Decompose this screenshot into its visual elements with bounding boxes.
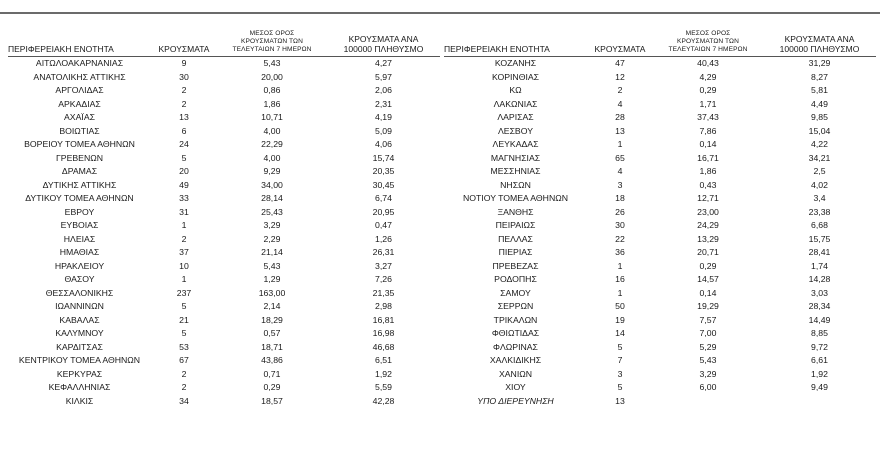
avg7-cell: 0,29: [263, 382, 281, 392]
cases-cell: 7: [617, 355, 623, 365]
table-row: [444, 179, 876, 193]
avg7-cell: 1,86: [263, 98, 281, 109]
table-row: [444, 381, 876, 395]
table-row: [444, 152, 876, 166]
per100k-cell: 23,38: [808, 206, 831, 217]
per100k-cell: 6,61: [811, 355, 828, 365]
per100k-cell: 5,81: [811, 85, 828, 95]
table-row: [8, 57, 440, 71]
table-row: [444, 233, 876, 247]
cases-cell: 18: [615, 193, 625, 203]
cases-cell: 49: [179, 179, 189, 190]
table-row: [8, 84, 440, 98]
header-avg7: [653, 30, 763, 57]
header-avg7-line1: ΜΕΣΟΣ ΟΡΟΣ: [249, 30, 295, 37]
table-row: [8, 125, 440, 139]
avg7-cell: 7,00: [699, 328, 717, 338]
per100k-cell: 15,74: [372, 152, 395, 163]
region-cell: ΓΡΕΒΕΝΩΝ: [55, 152, 103, 163]
region-cell: ΔΥΤΙΚΗΣ ΑΤΤΙΚΗΣ: [42, 179, 117, 190]
header-avg7: [217, 30, 327, 57]
avg7-cell: 5,43: [699, 355, 717, 365]
cases-cell: 1: [617, 260, 623, 271]
avg7-cell: 5,29: [699, 341, 717, 352]
avg7-cell: 19,29: [697, 301, 719, 311]
cases-cell: 33: [179, 193, 189, 203]
header-avg7-line3: ΤΕΛΕΥΤΑΙΩΝ 7 ΗΜΕΡΩΝ: [668, 46, 748, 53]
avg7-cell: [653, 395, 763, 409]
per100k-cell: 42,28: [372, 395, 395, 406]
avg7-cell: 18,71: [261, 341, 283, 352]
region-cell: ΡΟΔΟΠΗΣ: [494, 274, 537, 284]
per100k-cell: 16,98: [372, 328, 395, 338]
avg7-cell: 5,43: [263, 260, 281, 271]
table-row: [444, 395, 876, 409]
header-region: ΠΕΡΙΦΕΡΕΙΑΚΗ ΕΝΟΤΗΤΑ: [444, 30, 587, 57]
table-row: [444, 98, 876, 112]
region-cell: ΗΡΑΚΛΕΙΟΥ: [54, 260, 105, 271]
avg7-cell: 4,00: [263, 152, 281, 163]
table-row: [8, 381, 440, 395]
per100k-cell: 20,35: [372, 166, 395, 176]
cases-cell: 13: [179, 112, 189, 122]
table-row: [444, 368, 876, 382]
header-per100k: [763, 30, 876, 57]
table-row: [8, 314, 440, 328]
avg7-cell: 34,00: [261, 179, 283, 190]
table-row: [444, 341, 876, 355]
region-cell: ΘΕΣΣΑΛΟΝΙΚΗΣ: [45, 287, 114, 298]
avg7-cell: 18,29: [261, 314, 283, 325]
cases-cell: 10: [179, 260, 189, 271]
cases-cell: 21: [179, 314, 189, 325]
cases-cell: 13: [615, 395, 625, 406]
cases-cell: 6: [181, 125, 187, 136]
avg7-cell: 16,71: [697, 152, 719, 163]
region-cell: ΛΑΡΙΣΑΣ: [497, 112, 534, 122]
region-cell: ΜΑΓΝΗΣΙΑΣ: [490, 152, 541, 163]
region-cell: ΛΑΚΩΝΙΑΣ: [493, 98, 538, 109]
header-avg7-line1: ΜΕΣΟΣ ΟΡΟΣ: [685, 30, 731, 37]
region-cell: ΚΕΡΚΥΡΑΣ: [56, 368, 103, 379]
avg7-cell: 0,43: [699, 179, 717, 190]
per100k-cell: 8,27: [811, 71, 828, 82]
table-row: [8, 138, 440, 152]
avg7-cell: 43,86: [261, 355, 283, 365]
region-cell: ΑΡΓΟΛΙΔΑΣ: [55, 85, 104, 95]
avg7-cell: 18,57: [261, 395, 283, 406]
table-row: [8, 219, 440, 233]
region-cell: ΚΕΦΑΛΛΗΝΙΑΣ: [48, 382, 111, 392]
avg7-cell: 40,43: [697, 58, 719, 68]
avg7-cell: 0,86: [263, 85, 281, 95]
table-row: [8, 233, 440, 247]
header-per100k: [327, 30, 440, 57]
per100k-cell: 2,5: [813, 166, 826, 176]
per100k-cell: 26,31: [372, 247, 395, 257]
avg7-cell: 13,29: [697, 233, 719, 244]
per100k-cell: 28,41: [808, 247, 831, 257]
table-row: [444, 327, 876, 341]
header-per100k-line2: 100000 ΠΛΗΘΥΣΜΟ: [779, 44, 860, 54]
table-row: [8, 98, 440, 112]
cases-cell: 14: [615, 328, 625, 338]
region-cell: ΛΕΥΚΑΔΑΣ: [492, 139, 539, 149]
per100k-cell: 9,72: [811, 341, 828, 352]
per100k-cell: 9,49: [811, 382, 828, 392]
per100k-cell: 2,06: [375, 85, 392, 95]
region-cell: ΠΕΛΛΑΣ: [498, 233, 533, 244]
region-cell: ΝΟΤΙΟΥ ΤΟΜΕΑ ΑΘΗΝΩΝ: [463, 193, 568, 203]
table-row: [8, 260, 440, 274]
per100k-cell: 7,26: [375, 274, 392, 284]
table-row: [8, 179, 440, 193]
per100k-cell: 2,31: [375, 98, 392, 109]
per100k-cell: 5,09: [375, 125, 392, 136]
header-avg7-line2: ΚΡΟΥΣΜΑΤΩΝ ΤΩΝ: [241, 38, 303, 45]
cases-cell: 3: [617, 179, 623, 190]
avg7-cell: 4,29: [699, 71, 717, 82]
cases-cell: 24: [179, 139, 189, 149]
cases-cell: 47: [615, 58, 625, 68]
table-row: [444, 192, 876, 206]
header-cases: ΚΡΟΥΣΜΑΤΑ: [151, 30, 217, 57]
per100k-cell: 28,34: [808, 301, 831, 311]
avg7-cell: 37,43: [697, 112, 719, 122]
cases-cell: 3: [617, 368, 623, 379]
per100k-cell: 3,03: [811, 287, 828, 298]
per100k-cell: 14,28: [808, 274, 831, 284]
cases-cell: 9: [181, 58, 187, 68]
region-cell: ΕΒΡΟΥ: [64, 206, 95, 217]
table-row: [8, 368, 440, 382]
cases-cell: 1: [181, 274, 187, 284]
region-cell: ΕΥΒΟΙΑΣ: [60, 220, 99, 230]
per100k-cell: 4,19: [375, 112, 392, 122]
avg7-cell: 25,43: [261, 206, 283, 217]
table-row: [444, 71, 876, 85]
region-cell: ΠΕΙΡΑΙΩΣ: [495, 220, 536, 230]
cases-cell: 4: [617, 166, 623, 176]
per100k-cell: 31,29: [808, 58, 831, 68]
table-row: [444, 138, 876, 152]
cases-cell: 36: [615, 247, 625, 257]
avg7-cell: 4,00: [263, 125, 281, 136]
avg7-cell: 0,14: [699, 139, 717, 149]
per100k-cell: 20,95: [372, 206, 395, 217]
region-cell: ΧΙΟΥ: [505, 382, 526, 392]
avg7-cell: 21,14: [261, 247, 283, 257]
cases-cell: 5: [181, 301, 187, 311]
per100k-cell: 6,74: [375, 193, 392, 203]
table-row: [8, 341, 440, 355]
table-row: [8, 152, 440, 166]
per100k-cell: 5,59: [375, 382, 392, 392]
cases-cell: 4: [617, 98, 623, 109]
avg7-cell: 10,71: [261, 112, 283, 122]
region-cell: ΥΠΟ ΔΙΕΡΕΥΝΗΣΗ: [477, 395, 554, 406]
table-row: [444, 165, 876, 179]
avg7-cell: 6,00: [699, 382, 717, 392]
region-cell: ΔΡΑΜΑΣ: [61, 166, 98, 176]
avg7-cell: 2,14: [263, 301, 281, 311]
region-cell: ΚΑΒΑΛΑΣ: [59, 314, 100, 325]
per100k-cell: 15,04: [808, 125, 831, 136]
per100k-cell: 1,92: [375, 368, 392, 379]
per100k-cell: 21,35: [372, 287, 395, 298]
region-cell: ΑΝΑΤΟΛΙΚΗΣ ΑΤΤΙΚΗΣ: [33, 71, 126, 82]
avg7-cell: 3,29: [263, 220, 281, 230]
region-cell: ΧΑΝΙΩΝ: [498, 368, 533, 379]
table-row: [444, 57, 876, 71]
region-cell: ΑΧΑΪΑΣ: [64, 112, 95, 122]
per100k-cell: 1,26: [375, 233, 392, 244]
table-row: [444, 84, 876, 98]
table-row: [8, 71, 440, 85]
avg7-cell: 7,57: [699, 314, 717, 325]
per100k-cell: 34,21: [808, 152, 831, 163]
avg7-cell: 163,00: [258, 287, 286, 298]
region-cell: ΚΩ: [509, 85, 522, 95]
table-row: [8, 300, 440, 314]
region-cell: ΛΕΣΒΟΥ: [497, 125, 534, 136]
cases-cell: 1: [617, 139, 623, 149]
per100k-cell: 4,06: [375, 139, 392, 149]
avg7-cell: 2,29: [263, 233, 281, 244]
cases-cell: 16: [615, 274, 625, 284]
table-row: [8, 111, 440, 125]
region-cell: ΚΕΝΤΡΙΚΟΥ ΤΟΜΕΑ ΑΘΗΝΩΝ: [18, 355, 141, 365]
table-row: [444, 300, 876, 314]
avg7-cell: 0,29: [699, 85, 717, 95]
avg7-cell: 0,14: [699, 287, 717, 298]
avg7-cell: 9,29: [263, 166, 281, 176]
table-row: [8, 287, 440, 301]
per100k-cell: 6,68: [811, 220, 828, 230]
cases-cell: 26: [615, 206, 625, 217]
region-cell: ΚΙΛΚΙΣ: [65, 395, 94, 406]
cases-cell: 34: [179, 395, 189, 406]
cases-table-left: [8, 30, 440, 408]
per100k-cell: 1,74: [811, 260, 828, 271]
region-cell: ΙΩΑΝΝΙΝΩΝ: [55, 301, 104, 311]
per100k-cell: 5,97: [375, 71, 392, 82]
avg7-cell: 14,57: [697, 274, 719, 284]
avg7-cell: 1,29: [263, 274, 281, 284]
cases-cell: 53: [179, 341, 189, 352]
cases-cell: 12: [615, 71, 625, 82]
table-row: [444, 354, 876, 368]
table-row: [8, 327, 440, 341]
per100k-cell: 3,27: [375, 260, 392, 271]
header-per100k-line1: ΚΡΟΥΣΜΑΤΑ ΑΝΑ: [348, 34, 419, 44]
region-cell: ΦΘΙΩΤΙΔΑΣ: [491, 328, 540, 338]
table-row: [444, 314, 876, 328]
per100k-cell: 9,85: [811, 112, 828, 122]
table-row: [8, 354, 440, 368]
region-cell: ΚΟΡΙΝΘΙΑΣ: [491, 71, 540, 82]
per100k-cell: 4,27: [375, 58, 392, 68]
per100k-cell: 4,02: [811, 179, 828, 190]
region-cell: ΒΟΡΕΙΟΥ ΤΟΜΕΑ ΑΘΗΝΩΝ: [24, 139, 135, 149]
cases-cell: 67: [179, 355, 189, 365]
table-row: [444, 273, 876, 287]
region-cell: ΧΑΛΚΙΔΙΚΗΣ: [489, 355, 542, 365]
cases-cell: 30: [179, 71, 189, 82]
per100k-cell: 0,47: [375, 220, 392, 230]
cases-cell: 2: [181, 85, 187, 95]
per100k-cell: 4,22: [811, 139, 828, 149]
cases-cell: 1: [181, 220, 187, 230]
table-row: [8, 395, 440, 409]
cases-cell: 30: [615, 220, 625, 230]
header-cases: ΚΡΟΥΣΜΑΤΑ: [587, 30, 653, 57]
cases-cell: 1: [617, 287, 623, 298]
avg7-cell: 23,00: [697, 206, 719, 217]
avg7-cell: 24,29: [697, 220, 719, 230]
avg7-cell: 5,43: [263, 58, 281, 68]
cases-cell: 2: [617, 85, 623, 95]
region-cell: ΠΙΕΡΙΑΣ: [498, 247, 533, 257]
per100k-cell: 1,92: [811, 368, 828, 379]
avg7-cell: 1,86: [699, 166, 717, 176]
table-row: [444, 125, 876, 139]
per100k-cell: 30,45: [372, 179, 395, 190]
header-region: ΠΕΡΙΦΕΡΕΙΑΚΗ ΕΝΟΤΗΤΑ: [8, 30, 151, 57]
region-cell: ΘΑΣΟΥ: [64, 274, 95, 284]
table-row: [8, 165, 440, 179]
avg7-cell: 28,14: [261, 193, 283, 203]
region-cell: ΣΑΜΟΥ: [500, 287, 531, 298]
cases-cell: 65: [615, 152, 625, 163]
avg7-cell: 0,57: [263, 328, 281, 338]
table-header-row: [8, 30, 440, 57]
region-cell: ΑΙΤΩΛΟΑΚΑΡΝΑΝΙΑΣ: [35, 58, 124, 68]
cases-cell: 22: [615, 233, 625, 244]
cases-cell: 237: [176, 287, 192, 298]
cases-cell: 50: [615, 301, 625, 311]
avg7-cell: 0,29: [699, 260, 717, 271]
region-cell: ΚΑΛΥΜΝΟΥ: [55, 328, 104, 338]
table-header-row: [444, 30, 876, 57]
per100k-cell: 8,85: [811, 328, 828, 338]
avg7-cell: 20,71: [697, 247, 719, 257]
cases-cell: 5: [181, 328, 187, 338]
cases-cell: 5: [181, 152, 187, 163]
table-row: [8, 273, 440, 287]
region-cell: ΑΡΚΑΔΙΑΣ: [58, 98, 101, 109]
region-cell: ΗΜΑΘΙΑΣ: [59, 247, 100, 257]
avg7-cell: 12,71: [697, 193, 719, 203]
per100k-cell: 6,51: [375, 355, 392, 365]
table-row: [8, 192, 440, 206]
avg7-cell: 1,71: [699, 98, 717, 109]
region-cell: ΞΑΝΘΗΣ: [497, 206, 534, 217]
cases-cell: 31: [179, 206, 189, 217]
table-row: [444, 287, 876, 301]
header-per100k-line1: ΚΡΟΥΣΜΑΤΑ ΑΝΑ: [784, 34, 855, 44]
region-cell: ΣΕΡΡΩΝ: [497, 301, 534, 311]
per100k-cell: 46,68: [372, 341, 395, 352]
avg7-cell: 22,29: [261, 139, 283, 149]
table-row: [444, 206, 876, 220]
region-cell: ΜΕΣΣΗΝΙΑΣ: [490, 166, 541, 176]
cases-cell: 5: [617, 341, 623, 352]
per100k-cell: 2,98: [375, 301, 392, 311]
table-row: [8, 206, 440, 220]
header-avg7-line3: ΤΕΛΕΥΤΑΙΩΝ 7 ΗΜΕΡΩΝ: [232, 46, 312, 53]
cases-cell: 2: [181, 382, 187, 392]
avg7-cell: 7,86: [699, 125, 717, 136]
region-cell: ΚΟΖΑΝΗΣ: [494, 58, 537, 68]
region-cell: ΗΛΕΙΑΣ: [63, 233, 96, 244]
table-row: [444, 260, 876, 274]
region-cell: ΦΛΩΡΙΝΑΣ: [493, 341, 538, 352]
table-row: [444, 219, 876, 233]
region-cell: ΔΥΤΙΚΟΥ ΤΟΜΕΑ ΑΘΗΝΩΝ: [25, 193, 134, 203]
region-cell: ΚΑΡΔΙΤΣΑΣ: [56, 341, 103, 352]
per100k-cell: 15,75: [808, 233, 831, 244]
avg7-cell: 3,29: [699, 368, 717, 379]
top-rule: [0, 12, 880, 14]
cases-table-right: [444, 30, 876, 408]
table-row: [444, 111, 876, 125]
region-cell: ΤΡΙΚΑΛΩΝ: [493, 314, 538, 325]
per100k-cell: 14,49: [808, 314, 831, 325]
avg7-cell: 0,71: [263, 368, 281, 379]
cases-cell: 2: [181, 368, 187, 379]
per100k-cell: 4,49: [811, 98, 828, 109]
table-row: [8, 246, 440, 260]
cases-cell: 28: [615, 112, 625, 122]
region-cell: ΝΗΣΩΝ: [500, 179, 531, 190]
avg7-cell: 20,00: [261, 71, 283, 82]
cases-cell: 37: [179, 247, 189, 257]
region-cell: ΠΡΕΒΕΖΑΣ: [492, 260, 539, 271]
header-per100k-line2: 100000 ΠΛΗΘΥΣΜΟ: [343, 44, 424, 54]
header-avg7-line2: ΚΡΟΥΣΜΑΤΩΝ ΤΩΝ: [677, 38, 739, 45]
table-row: [444, 246, 876, 260]
region-cell: ΒΟΙΩΤΙΑΣ: [59, 125, 100, 136]
cases-cell: 2: [181, 233, 187, 244]
cases-cell: 13: [615, 125, 625, 136]
cases-cell: 2: [181, 98, 187, 109]
per100k-cell: 3,4: [813, 193, 826, 203]
cases-cell: 20: [179, 166, 189, 176]
cases-cell: 19: [615, 314, 625, 325]
per100k-cell: 16,81: [372, 314, 395, 325]
cases-cell: 5: [617, 382, 623, 392]
per100k-cell: [763, 395, 876, 409]
